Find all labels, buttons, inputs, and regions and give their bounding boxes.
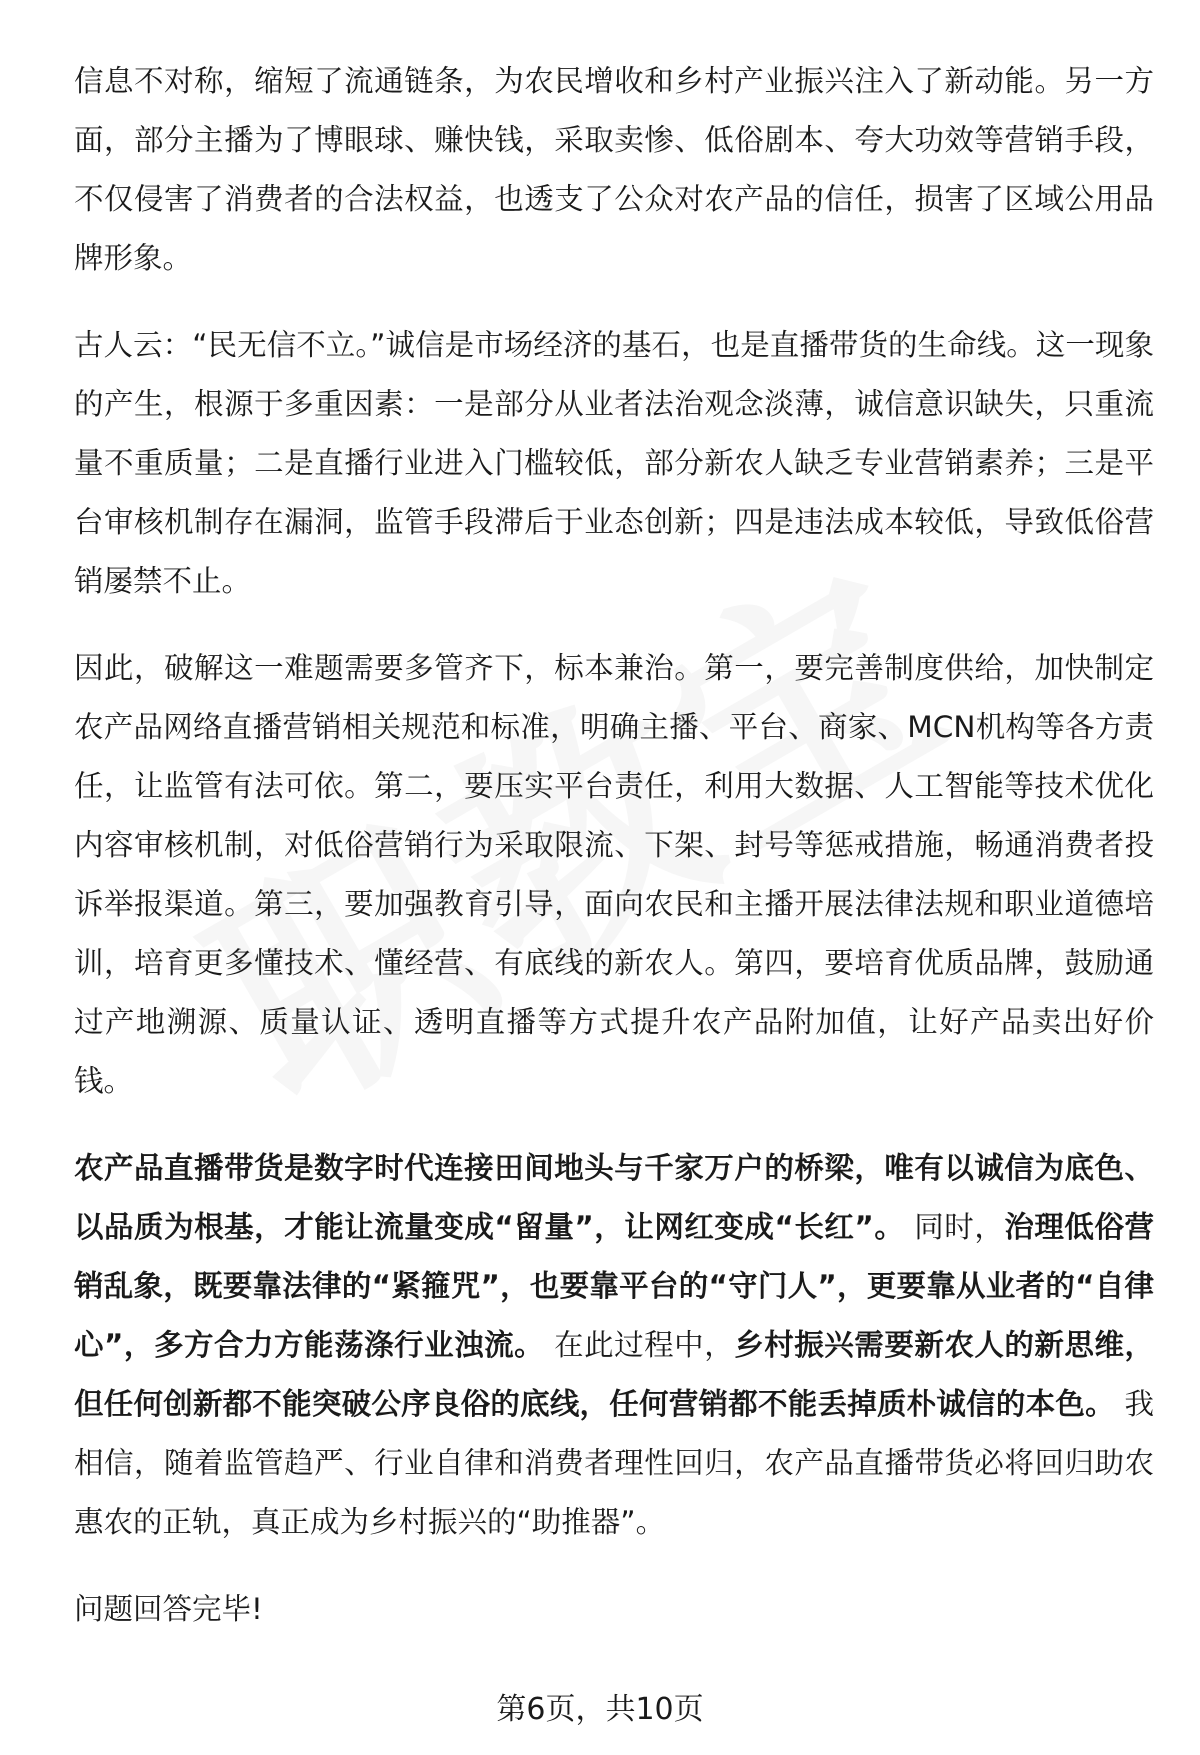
paragraph-4-text-1: 同时， xyxy=(904,1210,1005,1244)
paragraph-3-text: 因此，破解这一难题需要多管齐下，标本兼治。第一，要完善制度供给，加快制定农产品网络直播营销相关规范和标准，明确主播、平台、商家、MCN机构等各方责任，让监管有法可依。第二，要压实平台责任，利用大数据、人工智能等技术优化内容审核机制，对低俗营销行为采取限流、下架、封号等惩戒措施，畅通消费者投诉举报渠道。第三，要加强教育引导，面向农民和主播开展法律法规和职业道德培训，培育更多懂技术、懂经营、有底线的新农人。第四，要培育优质品牌，鼓励通过产地溯源、质量认证、透明直播等方式提升农产品附加值，让好产品卖出好价钱。 xyxy=(74,651,1154,1098)
paragraph-4-bold-1: 农产品直播带货是数字时代连接田间地头与千家万户的桥梁，唯有以诚信为底色、以品质为根基，才能让流量变成“留量”，让网红变成“长红”。 xyxy=(74,1151,1154,1244)
page-number: 第6页，共10页 xyxy=(496,1692,704,1727)
paragraph-4-bold-2: 治理低俗营销乱象，既要靠法律的“紧箍咒”，也要靠平台的“守门人”，更要靠从业者的“自律心”，多方合力方能荡涤行业浊流。 xyxy=(74,1210,1154,1362)
paragraph-4 xyxy=(74,1139,1154,1552)
paragraph-1-text: 信息不对称，缩短了流通链条，为农民增收和乡村产业振兴注入了新动能。另一方面，部分主播为了博眼球、赚快钱，采取卖惨、低俗剧本、夸大功效等营销手段，不仅侵害了消费者的合法权益，也透支了公众对农产品的信任，损害了区域公用品牌形象。 xyxy=(74,64,1154,275)
paragraph-4-bold-3: 乡村振兴需要新农人的新思维，但任何创新都不能突破公序良俗的底线，任何营销都不能丢掉质朴诚信的本色。 xyxy=(74,1328,1154,1421)
paragraph-3 xyxy=(74,639,1154,1111)
paragraph-2 xyxy=(74,316,1154,611)
paragraph-4-text-2: 在此过程中， xyxy=(544,1328,735,1362)
paragraph-2-text: 古人云：“民无信不立。”诚信是市场经济的基石，也是直播带货的生命线。这一现象的产生，根源于多重因素：一是部分从业者法治观念淡薄，诚信意识缺失，只重流量不重质量；二是直播行业进入门槛较低，部分新农人缺乏专业营销素养；三是平台审核机制存在漏洞，监管手段滞后于业态创新；四是违法成本较低，导致低俗营销屡禁不止。 xyxy=(74,328,1154,598)
paragraph-4-text-3: 我相信，随着监管趋严、行业自律和消费者理性回归，农产品直播带货必将回归助农惠农的正轨，真正成为乡村振兴的“助推器”。 xyxy=(74,1387,1154,1539)
paragraph-1 xyxy=(74,52,1154,288)
document-page xyxy=(74,52,1154,1639)
closing-line: 问题回答完毕! xyxy=(74,1592,263,1626)
